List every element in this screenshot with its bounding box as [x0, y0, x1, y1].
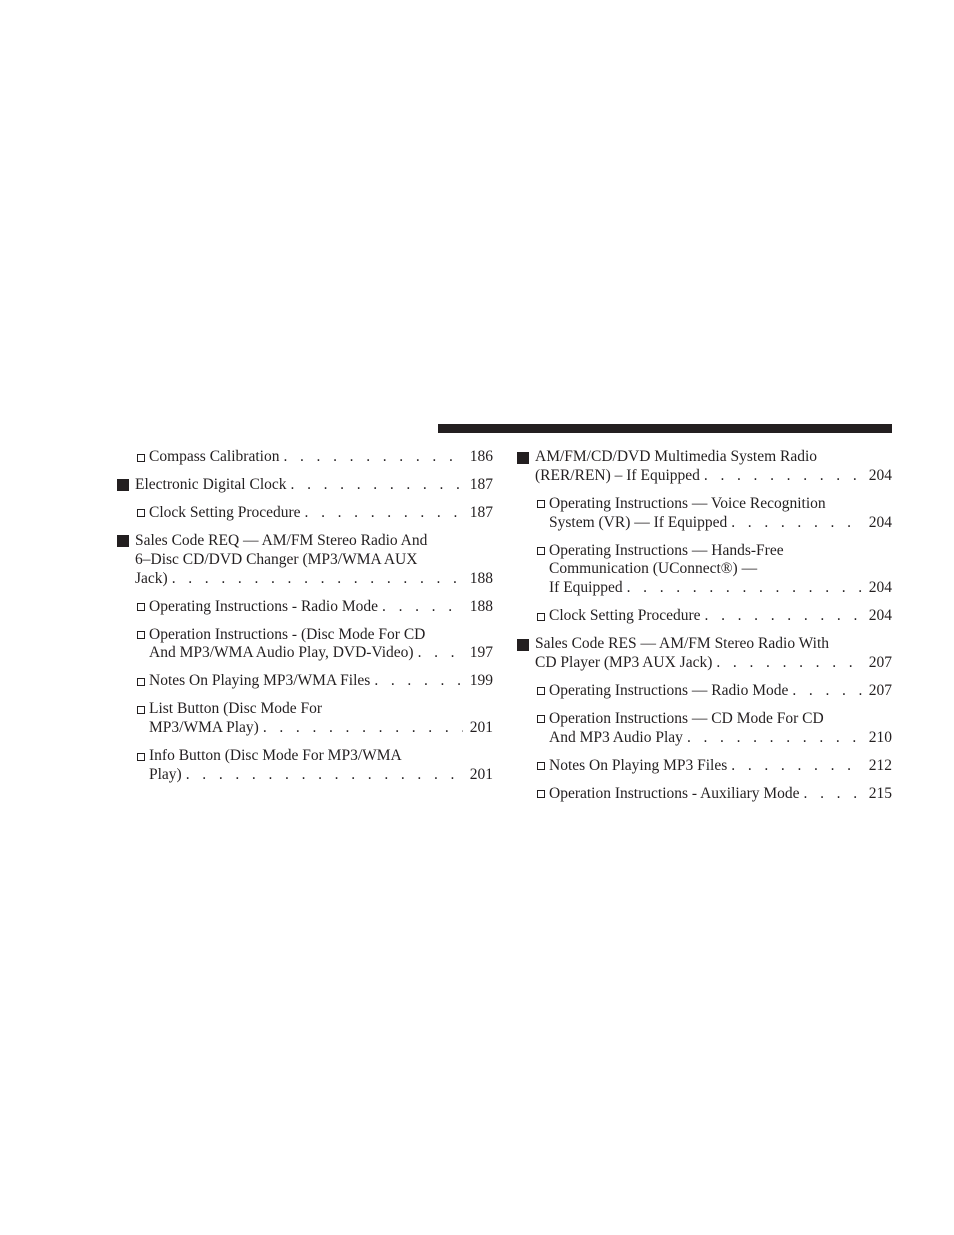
toc-entry-title: Compass Calibration [149, 448, 280, 465]
toc-entry-title: Operation Instructions - Auxiliary Mode [549, 784, 800, 802]
toc-entry [517, 785, 892, 804]
toc-entry-title: CD Player (MP3 AUX Jack) [535, 653, 713, 671]
toc-entry [517, 757, 892, 776]
toc-entry [517, 448, 892, 486]
open-square-bullet-icon [537, 687, 545, 695]
toc-entry [517, 495, 892, 533]
dot-leader [283, 448, 463, 467]
toc-entry-title: 6–Disc CD/DVD Changer (MP3/WMA AUX [135, 550, 418, 568]
page-number: 197 [469, 644, 493, 662]
toc-entry [117, 672, 493, 691]
page-number: 207 [868, 653, 892, 671]
page-number: 207 [868, 681, 892, 699]
open-square-bullet-icon [537, 613, 545, 621]
toc-entry [117, 626, 493, 664]
page-number: 210 [868, 728, 892, 746]
toc-entry [117, 504, 493, 523]
toc-entry-title: Notes On Playing MP3 Files [549, 756, 728, 774]
toc-entry-title: Operating Instructions — Radio Mode [549, 681, 789, 699]
toc-entry-title: Operating Instructions - Radio Mode [149, 597, 379, 615]
page-number: 212 [868, 756, 892, 774]
page-number: 201 [469, 765, 493, 783]
toc-right-column [517, 448, 892, 813]
dot-leader [731, 757, 862, 776]
dot-leader [704, 467, 862, 486]
page-number: 204 [868, 466, 892, 484]
open-square-bullet-icon [537, 547, 545, 555]
page-number: 188 [469, 597, 493, 615]
toc-entry [517, 542, 892, 598]
toc-entry-title: (RER/REN) – If Equipped [535, 466, 700, 484]
open-square-bullet-icon [537, 715, 545, 723]
page-number: 204 [868, 607, 892, 625]
black-square-bullet-icon [517, 452, 529, 464]
toc-entry [517, 682, 892, 701]
dot-leader [804, 785, 862, 804]
dot-leader [172, 570, 463, 589]
page-number: 186 [469, 448, 493, 465]
toc-entry-title: Operation Instructions — CD Mode For CD [549, 709, 824, 727]
open-square-bullet-icon [537, 762, 545, 770]
toc-entry-title: Operating Instructions — Hands-Free [549, 541, 784, 559]
black-square-bullet-icon [517, 639, 529, 651]
open-square-bullet-icon [137, 678, 145, 686]
toc-entry-title: And MP3 Audio Play [549, 728, 683, 746]
open-square-bullet-icon [137, 753, 145, 761]
toc-entry-title: Info Button (Disc Mode For MP3/WMA [149, 747, 402, 765]
open-square-bullet-icon [537, 790, 545, 798]
page-number: 188 [469, 569, 493, 587]
toc-entry-title: Sales Code REQ — AM/FM Stereo Radio And [135, 531, 428, 549]
dot-leader [291, 476, 463, 495]
toc-entry-title: MP3/WMA Play) [149, 719, 259, 737]
open-square-bullet-icon [137, 706, 145, 714]
dot-leader [705, 607, 862, 626]
toc-entry-title: Notes On Playing MP3/WMA Files [149, 672, 371, 690]
toc-entry-title: Clock Setting Procedure [549, 607, 701, 625]
toc-entry-title: System (VR) — If Equipped [549, 513, 728, 531]
toc-entry-title: List Button (Disc Mode For [149, 700, 323, 718]
toc-entry-title: Operating Instructions — Voice Recognition [549, 494, 826, 512]
toc-entry-title: If Equipped [549, 579, 623, 597]
open-square-bullet-icon [137, 603, 145, 611]
toc-entry-title: Operation Instructions - (Disc Mode For CD [149, 625, 426, 643]
dot-leader [186, 766, 463, 785]
toc-entry [117, 476, 493, 495]
page-number: 201 [469, 719, 493, 737]
toc-entry-title: AM/FM/CD/DVD Multimedia System Radio [535, 448, 818, 465]
black-square-bullet-icon [117, 479, 129, 491]
page-number: 204 [868, 579, 892, 597]
dot-leader [716, 654, 862, 673]
toc-entry-title: And MP3/WMA Audio Play, DVD-Video) [149, 644, 414, 662]
toc-entry-title: Communication (UConnect®) — [549, 560, 758, 578]
dot-leader [731, 514, 862, 533]
toc-entry-title: Jack) [135, 569, 168, 587]
open-square-bullet-icon [137, 454, 145, 462]
toc-entry [117, 448, 493, 467]
open-square-bullet-icon [137, 509, 145, 517]
dot-leader [687, 729, 862, 748]
toc-entry [117, 532, 493, 588]
toc-entry [117, 747, 493, 785]
toc-entry-title: Play) [149, 765, 182, 783]
dot-leader [627, 579, 862, 598]
dot-leader [382, 598, 463, 617]
toc-entry [517, 635, 892, 673]
toc-entry [117, 700, 493, 738]
dot-leader [305, 504, 463, 523]
toc-entry [517, 710, 892, 748]
dot-leader [792, 682, 862, 701]
toc-left-column [117, 448, 493, 794]
black-square-bullet-icon [117, 535, 129, 547]
page-number: 187 [469, 503, 493, 521]
dot-leader [263, 719, 463, 738]
dot-leader [418, 644, 463, 663]
toc-entry [117, 598, 493, 617]
dot-leader [374, 672, 463, 691]
page-number: 199 [469, 672, 493, 690]
page-number: 215 [868, 784, 892, 802]
toc-entry-title: Sales Code RES — AM/FM Stereo Radio With [535, 635, 830, 653]
toc-entry-title: Electronic Digital Clock [135, 475, 287, 493]
header-rule [438, 424, 892, 433]
open-square-bullet-icon [537, 500, 545, 508]
toc-entry-title: Clock Setting Procedure [149, 503, 301, 521]
page-number: 187 [469, 475, 493, 493]
page-number: 204 [868, 513, 892, 531]
open-square-bullet-icon [137, 631, 145, 639]
toc-entry [517, 607, 892, 626]
